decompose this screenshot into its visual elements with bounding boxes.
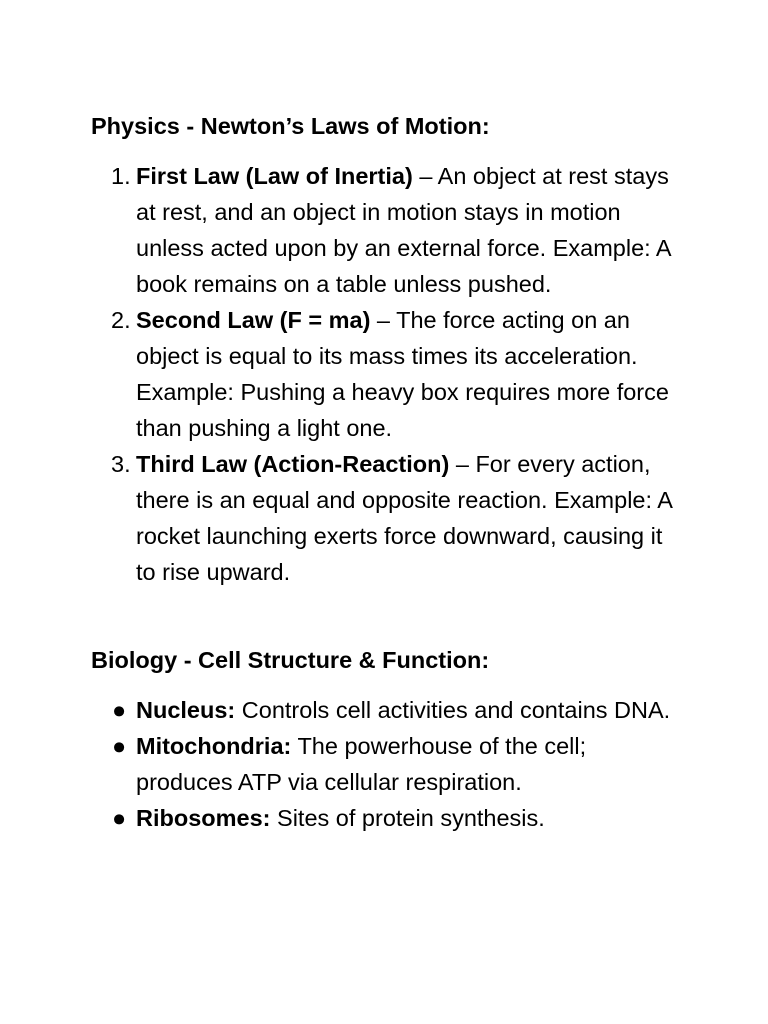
biology-heading: Biology - Cell Structure & Function: [91, 647, 490, 673]
list-item-mitochondria [0, 728, 676, 800]
organelle-term: Ribosomes: [136, 805, 271, 831]
organelle-term: Mitochondria: [136, 733, 292, 759]
list-item-first-law [0, 158, 676, 302]
list-item-nucleus [0, 692, 676, 728]
organelle-description: Controls cell activities and contains DNA. [235, 697, 671, 723]
cell-structure-list [0, 692, 676, 836]
list-number: 2. [111, 307, 131, 333]
bullet-icon: ● [112, 805, 127, 831]
bullet-icon: ● [112, 733, 127, 759]
law-description: – For every action, there is an equal and opposite reaction. Example: A rocket launching exerts force downward, causing it to rise upward. [136, 451, 672, 585]
law-description: – The force acting on an object is equal to its mass times its acceleration. Example: Pushing a heavy box requires more force than pushing a light one. [136, 307, 669, 441]
list-number: 1. [111, 163, 131, 189]
list-item-third-law [0, 446, 676, 590]
organelle-description: The powerhouse of the cell; produces ATP via cellular respiration. [136, 733, 587, 795]
law-term: Third Law (Action-Reaction) [136, 451, 450, 477]
law-term: Second Law (F = ma) [136, 307, 371, 333]
newtons-laws-list [0, 158, 676, 590]
organelle-term: Nucleus: [136, 697, 236, 723]
organelle-description: Sites of protein synthesis. [270, 805, 545, 831]
law-term: First Law (Law of Inertia) [136, 163, 413, 189]
list-item-second-law [0, 302, 676, 446]
physics-heading: Physics - Newton’s Laws of Motion: [91, 113, 490, 139]
law-description: – An object at rest stays at rest, and an object in motion stays in motion unless acted upon by an external force. Example: A book remains on a table unless pushed. [136, 163, 671, 297]
bullet-icon: ● [112, 697, 127, 723]
list-number: 3. [111, 451, 131, 477]
list-item-ribosomes [0, 800, 676, 836]
